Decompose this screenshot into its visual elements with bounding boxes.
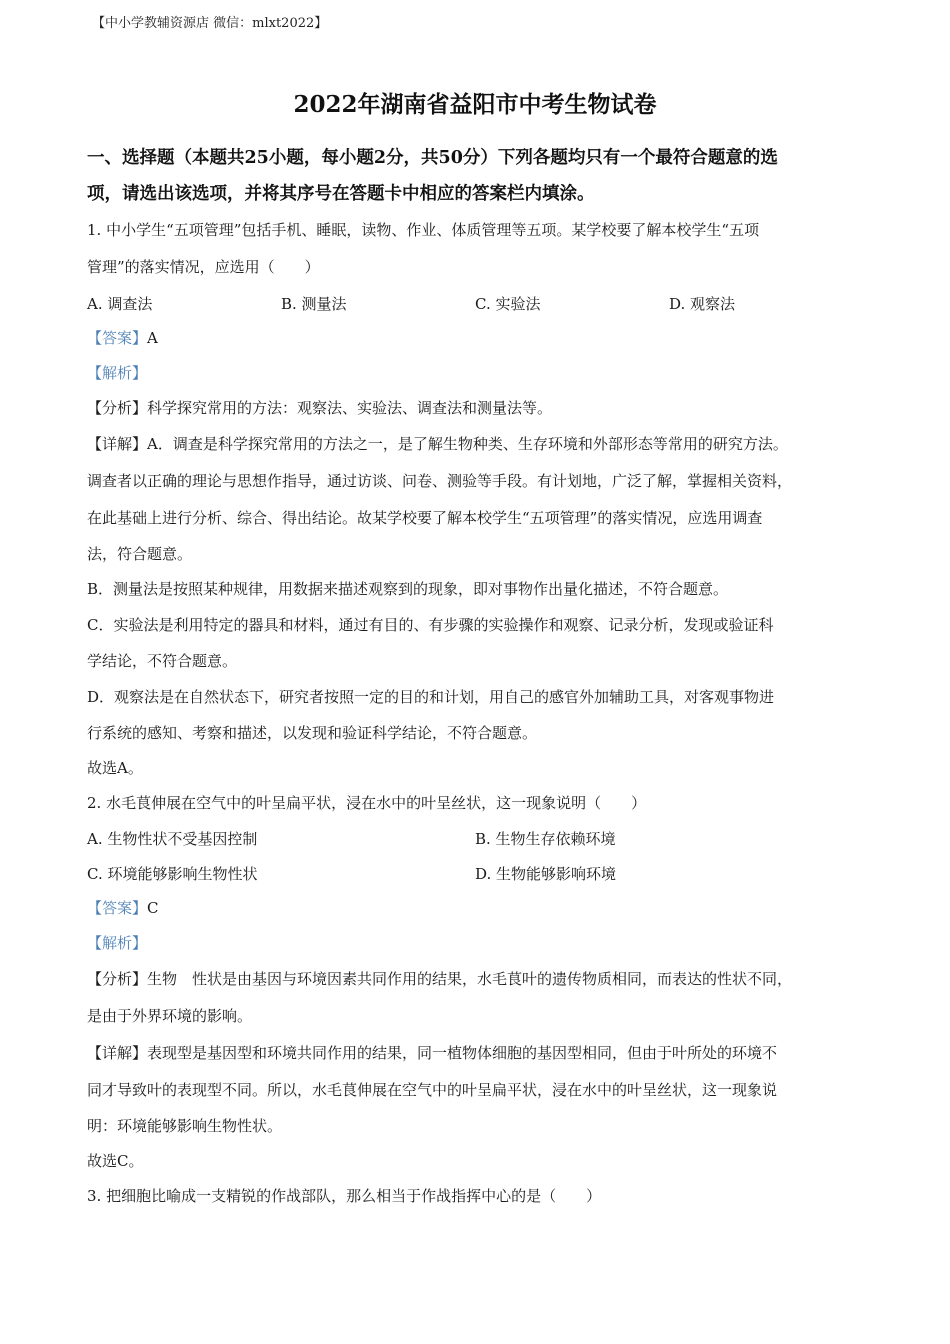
option-d: D. 生物能够影响环境 (475, 864, 617, 883)
question-stem: 1. 中小学生“五项管理”包括手机、睡眠，读物、作业、体质管理等五项。某学校要了解本校学生“五项 (87, 221, 760, 239)
detail-line: 同才导致叶的表现型不同。所以，水毛茛伸展在空气中的叶呈扁平状，浸在水中的叶呈丝状，这一现象说 (87, 1081, 778, 1099)
analysis-line (87, 356, 872, 391)
detail-line: 明：环境能够影响生物性状。 (87, 1117, 283, 1135)
option-c: C. 实验法 (475, 294, 541, 313)
fenxi-line: 【分析】生物 性状是由基因与环境因素共同作用的结果，水毛茛叶的遗传物质相同，而表达的性状不同， (87, 970, 793, 988)
detail-c-line: C．实验法是利用特定的器具和材料，通过有目的、有步骤的实验操作和观察、记录分析，发现或验证科 (87, 616, 774, 634)
detail-line: 【详解】表现型是基因型和环境共同作用的结果，同一植物体细胞的基因型相同，但由于叶所处的环境不 (87, 1044, 778, 1062)
section-heading (87, 140, 872, 212)
options-row (87, 286, 872, 321)
analysis-line (87, 926, 872, 961)
conclusion-line: 故选C。 (87, 1152, 144, 1170)
question-stem: 3. 把细胞比喻成一支精锐的作战部队，那么相当于作战指挥中心的是（ ） (87, 1187, 602, 1205)
question-1 (87, 212, 872, 786)
analysis-tag: 【解析】 (87, 934, 148, 952)
option-a: A. 调查法 (87, 294, 153, 313)
question-stem: 2. 水毛茛伸展在空气中的叶呈扁平状，浸在水中的叶呈丝状，这一现象说明（ ） (87, 794, 647, 812)
option-b: B. 生物生存依赖环境 (475, 829, 616, 848)
section-heading-line: 项，请选出该选项，并将其序号在答题卡中相应的答案栏内填涂。 (87, 184, 595, 204)
options-row (87, 821, 872, 856)
detail-b-line: B．测量法是按照某种规律，用数据来描述观察到的现象，即对事物作出量化描述，不符合题意。 (87, 580, 729, 598)
question-stem: 管理”的落实情况，应选用（ ） (87, 258, 320, 276)
options-row (87, 856, 872, 891)
option-a: A. 生物性状不受基因控制 (87, 829, 258, 848)
section-heading-line: 一、选择题（本题共25小题，每小题2分，共50分）下列各题均只有一个最符合题意的选 (87, 148, 778, 168)
question-2 (87, 786, 872, 1179)
answer-value: A (147, 329, 158, 347)
page-title: 2022年湖南省益阳市中考生物试卷 (293, 91, 657, 118)
detail-line: 在此基础上进行分析、综合、得出结论。故某学校要了解本校学生“五项管理”的落实情况，应选用调查 (87, 509, 763, 527)
answer-tag: 【答案】 (87, 329, 148, 347)
option-b: B. 测量法 (281, 294, 347, 313)
question-3 (87, 1179, 872, 1214)
analysis-tag: 【解析】 (87, 364, 148, 382)
conclusion-line: 故选A。 (87, 759, 143, 777)
detail-d-line: 行系统的感知、考察和描述，以发现和验证科学结论，不符合题意。 (87, 724, 538, 742)
detail-line: 【详解】A．调查是科学探究常用的方法之一，是了解生物种类、生存环境和外部形态等常用的研究方法。 (87, 435, 788, 453)
detail-line: 法，符合题意。 (87, 545, 193, 563)
option-d: D. 观察法 (669, 294, 736, 313)
answer-tag: 【答案】 (87, 899, 148, 917)
answer-line (87, 891, 872, 926)
header-note: 【中小学教辅资源店 微信：mlxt2022】 (92, 16, 328, 31)
answer-line (87, 321, 872, 356)
option-c: C. 环境能够影响生物性状 (87, 864, 258, 883)
answer-value: C (147, 899, 159, 917)
fenxi-line: 是由于外界环境的影响。 (87, 1007, 253, 1025)
detail-d-line: D．观察法是在自然状态下，研究者按照一定的目的和计划，用自己的感官外加辅助工具，对客观事物进 (87, 688, 775, 706)
detail-c-line: 学结论，不符合题意。 (87, 652, 238, 670)
document-content (87, 140, 872, 1214)
detail-line: 调查者以正确的理论与思想作指导，通过访谈、问卷、测验等手段。有计划地，广泛了解，掌握相关资料， (87, 472, 793, 490)
fenxi-line: 【分析】科学探究常用的方法：观察法、实验法、调查法和测量法等。 (87, 399, 553, 417)
